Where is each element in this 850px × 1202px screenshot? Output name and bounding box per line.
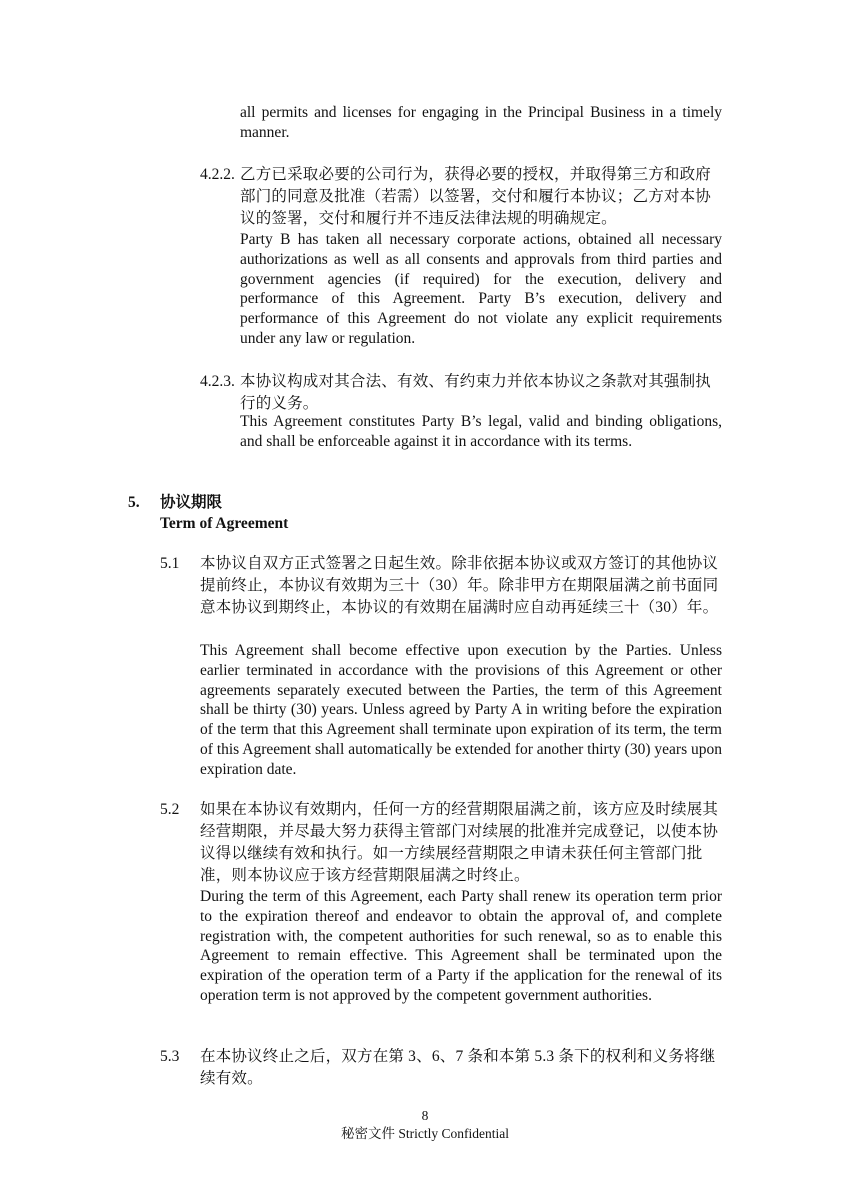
section-5-title-zh: 协议期限: [160, 494, 223, 511]
clause-number-5-2: 5.2: [160, 801, 180, 818]
section-5-number: 5.: [128, 494, 140, 511]
clause-number-4-2-2: 4.2.2.: [200, 166, 235, 183]
clause-4-2-2-zh: 乙方已采取必要的公司行为，获得必要的授权，并取得第三方和政府部门的同意及批准（若需）以签署，交付和履行本协议；乙方对本协议的签署，交付和履行并不违反法律法规的明确规定。: [240, 166, 712, 227]
continuation-text: all permits and licenses for engaging in the Principal Business in a timely manner.: [240, 104, 722, 141]
clause-5-2-zh: 如果在本协议有效期内，任何一方的经营期限届满之前，该方应及时续展其经营期限，并尽最大努力获得主管部门对续展的批准并完成登记，以使本协议得以继续有效和执行。如一方续展经营期限之申请未获任何主管部门批准，则本协议应于该方经营期限届满之时终止。: [200, 801, 719, 884]
section-5-title-en: Term of Agreement: [160, 515, 289, 532]
clause-4-2-3-en: This Agreement constitutes Party B’s legal, valid and binding obligations, and shall be enforceable against it in accordance with its terms.: [240, 413, 722, 450]
clause-5-1-zh: 本协议自双方正式签署之日起生效。除非依据本协议或双方签订的其他协议提前终止，本协议有效期为三十（30）年。除非甲方在期限届满之前书面同意本协议到期终止，本协议的有效期在届满时应自动再延续三十（30）年。: [200, 555, 719, 616]
clause-5-3-zh: 在本协议终止之后，双方在第 3、6、7 条和本第 5.3 条下的权利和义务将继续有效。: [200, 1048, 716, 1087]
clause-5-1-en: This Agreement shall become effective upon execution by the Parties. Unless earlier terminated in accordance with the provisions of this Agreement or other agreements separately executed between the Parties, the term of this Agreement shall be thirty (30) years. Unless agreed by Party A in writing before the expiration of the term that this Agreement shall terminate upon expiration of its term, the term of this Agreement shall automatically be extended for another thirty (30) years upon expiration date.: [200, 642, 722, 778]
clause-number-5-3: 5.3: [160, 1048, 180, 1065]
clause-4-2-2-en: Party B has taken all necessary corporate actions, obtained all necessary authorizations as well as all consents and approvals from third parties and government agencies (if required) for the execution, delivery and performance of this Agreement. Party B’s execution, delivery and performance of this Agreement do not violate any explicit requirements under any law or regulation.: [240, 231, 722, 347]
clause-4-2-3-zh: 本协议构成对其合法、有效、有约束力并依本协议之条款对其强制执行的义务。: [240, 373, 712, 412]
clause-number-4-2-3: 4.2.3.: [200, 373, 235, 390]
confidential-footer: 秘密文件 Strictly Confidential: [341, 1126, 509, 1141]
page-number: 8: [421, 1108, 429, 1123]
clause-number-5-1: 5.1: [160, 555, 180, 572]
clause-5-2-en: During the term of this Agreement, each Party shall renew its operation term prior to the expiration thereof and endeavor to obtain the approval of, and complete registration with, the competent authorities for such renewal, so as to enable this Agreement to remain effective. This Agreement shall be terminated upon the expiration of the operation term of a Party if the application for the renewal of its operation term is not approved by the competent government authorities.: [200, 888, 722, 1004]
